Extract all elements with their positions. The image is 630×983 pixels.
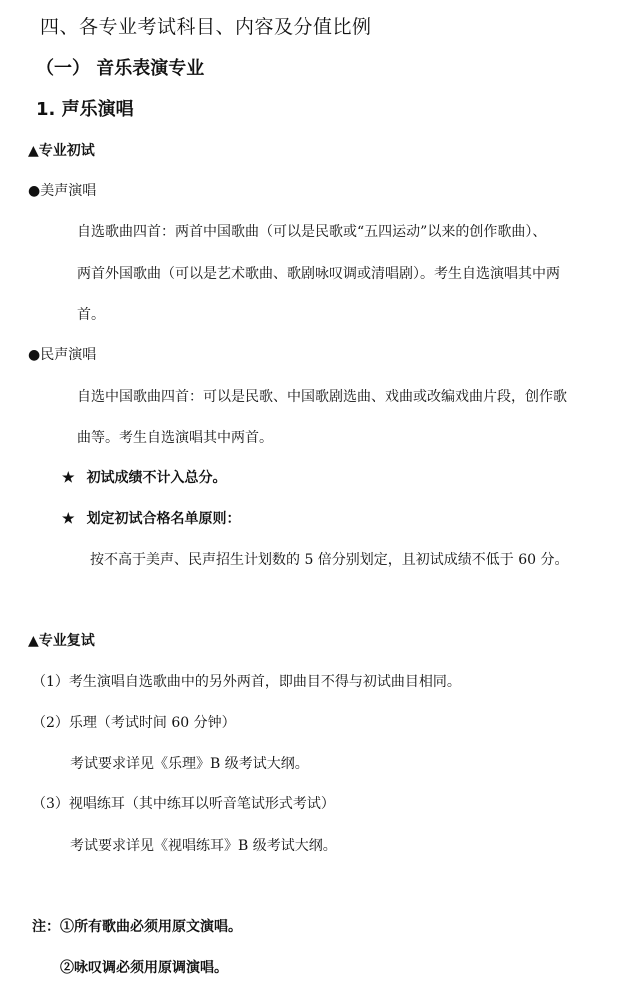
note-score-excluded-text: 初试成绩不计入总分。 (86, 470, 227, 486)
page-title: 四、各专业考试科目、内容及分值比例 (40, 16, 372, 38)
retest-item-2: （2）乐理（考试时间 60 分钟） (32, 715, 236, 731)
bel-canto-title-text: 美声演唱 (40, 183, 97, 199)
star-icon: ★ (62, 511, 75, 527)
retest-item-3: （3）视唱练耳（其中练耳以听音笔试形式考试） (32, 796, 335, 812)
pass-rule-text: 按不高于美声、民声招生计划数的 5 倍分别划定，且初试成绩不低于 60 分。 (90, 552, 569, 568)
retest-heading (28, 630, 95, 650)
retest-heading-text: 专业复试 (38, 633, 95, 649)
triangle-icon: ▲ (28, 633, 39, 649)
bel-canto-text-1: 自选歌曲四首：两首中国歌曲（可以是民歌或“五四运动”以来的创作歌曲）、 (77, 224, 547, 240)
folk-title-text: 民声演唱 (40, 347, 97, 363)
section-heading-vocal: 1. 声乐演唱 (36, 99, 134, 120)
retest-item-2-detail: 考试要求详见《乐理》B 级考试大纲。 (70, 756, 309, 772)
bel-canto-text-3: 首。 (77, 307, 105, 323)
folk-text-1: 自选中国歌曲四首：可以是民歌、中国歌剧选曲、戏曲或改编戏曲片段，创作歌 (77, 389, 567, 405)
folk-title (28, 344, 96, 364)
retest-item-3-detail: 考试要求详见《视唱练耳》B 级考试大纲。 (70, 838, 337, 854)
triangle-icon: ▲ (28, 143, 39, 159)
bel-canto-title (28, 180, 96, 200)
section-subtitle: （一） 音乐表演专业 (36, 58, 205, 79)
prelim-heading (28, 140, 95, 160)
prelim-heading-text: 专业初试 (38, 143, 95, 159)
remark-line-2: ②咏叹调必须用原调演唱。 (60, 960, 228, 976)
bullet-icon: ● (28, 347, 41, 363)
bullet-icon: ● (28, 183, 41, 199)
star-icon: ★ (62, 470, 75, 486)
note-pass-rule-text: 划定初试合格名单原则： (86, 511, 241, 527)
note-pass-rule (62, 508, 241, 528)
bel-canto-text-2: 两首外国歌曲（可以是艺术歌曲、歌剧咏叹调或清唱剧）。考生自选演唱其中两 (77, 266, 560, 282)
folk-text-2: 曲等。考生自选演唱其中两首。 (77, 430, 273, 446)
note-score-excluded (62, 467, 227, 487)
retest-item-1: （1）考生演唱自选歌曲中的另外两首，即曲目不得与初试曲目相同。 (32, 674, 461, 690)
remark-line-1: 注：①所有歌曲必须用原文演唱。 (32, 919, 242, 935)
